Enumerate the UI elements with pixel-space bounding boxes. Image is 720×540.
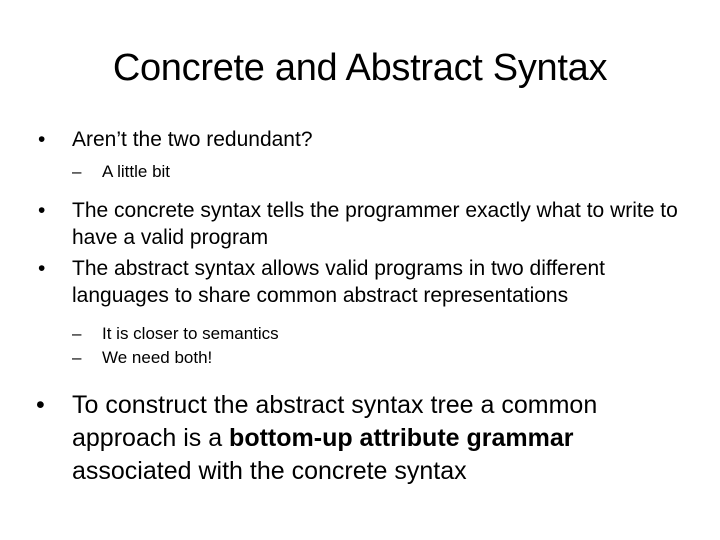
bullet-item xyxy=(36,197,686,251)
bullet-item xyxy=(36,389,686,488)
sub-bullet-marker: – xyxy=(72,348,82,367)
bullet-text: Aren’t the two redundant? xyxy=(72,128,313,151)
bullet-marker: • xyxy=(38,128,46,151)
bullet-text-part: associated with the concrete syntax xyxy=(72,457,467,485)
sub-bullet-item xyxy=(36,161,686,183)
bullet-text: The concrete syntax tells the programmer exactly what to write to have a valid program xyxy=(72,199,678,249)
bullet-item xyxy=(36,255,686,309)
sub-bullet-item xyxy=(36,323,686,345)
slide-title: Concrete and Abstract Syntax xyxy=(112,47,608,89)
sub-bullet-marker: – xyxy=(72,324,82,343)
sub-bullet-marker: – xyxy=(72,162,82,181)
sub-bullet-text: We need both! xyxy=(102,348,213,367)
bullet-item xyxy=(36,126,686,153)
bullet-marker: • xyxy=(36,391,45,419)
bullet-marker: • xyxy=(38,199,46,222)
bullet-text: The abstract syntax allows valid programs in two different languages to share common abstract representations xyxy=(72,257,606,307)
sub-bullet-text: It is closer to semantics xyxy=(102,324,279,343)
sub-bullet-text: A little bit xyxy=(102,162,171,181)
bullet-text-part: To construct the abstract syntax tree a common approach is a xyxy=(72,391,598,452)
bullet-list xyxy=(36,126,686,488)
bullet-emphasis: bottom-up attribute grammar xyxy=(229,424,574,452)
sub-bullet-item xyxy=(36,347,686,369)
bullet-marker: • xyxy=(38,257,46,280)
